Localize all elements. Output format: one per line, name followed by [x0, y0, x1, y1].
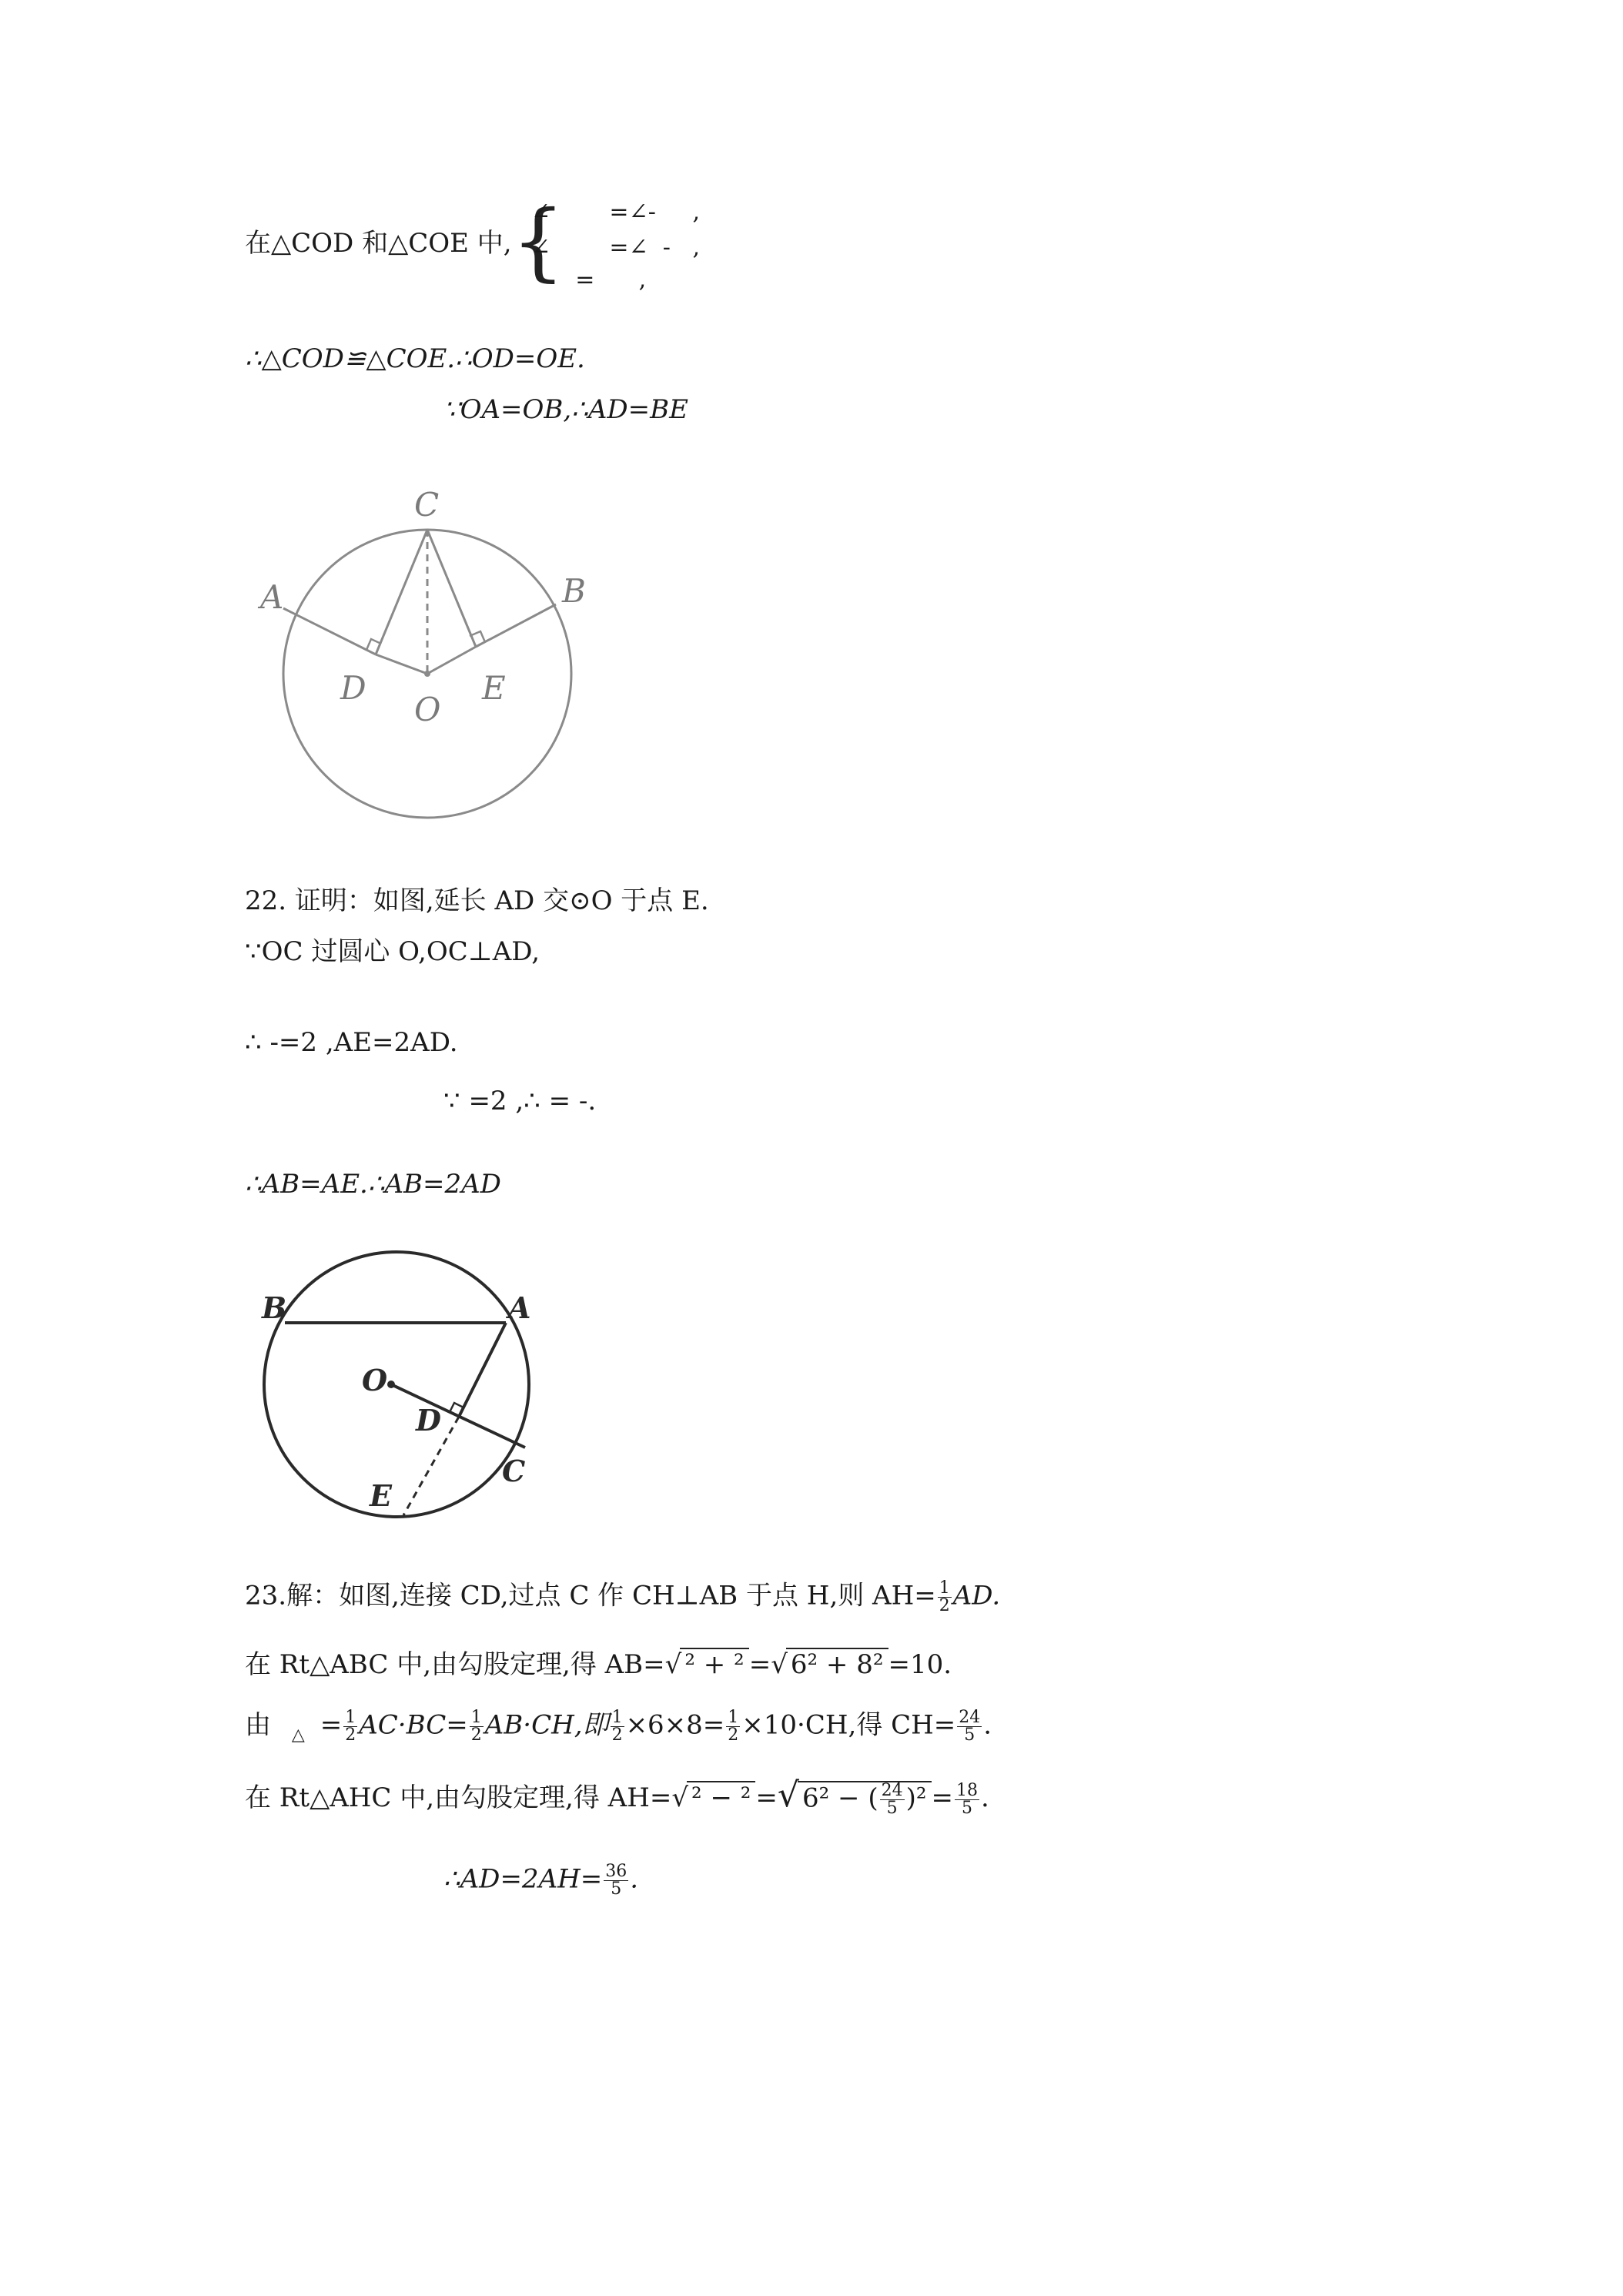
figure1-label-C: C	[414, 486, 440, 524]
problem22-line4: ∵ =2 ,∴ = -.	[443, 1086, 597, 1116]
figure1-seg-CE	[427, 530, 476, 647]
block1-line3: ∵OA=OB,∴AD=BE	[443, 394, 688, 425]
problem23-line1: 23.解：如图,连接 CD,过点 C 作 CH⊥AB 于点 H,则 AH= $\frac{1}{2}$ AD.	[245, 1578, 1001, 1615]
figure-2-circle-diagram	[254, 1247, 562, 1525]
figure1-seg-CD	[376, 530, 427, 654]
figure2-point-O	[387, 1381, 395, 1388]
figure2-label-D: D	[416, 1403, 441, 1438]
figure1-seg-DO	[376, 654, 427, 674]
problem23-line2: 在 Rt△ABC 中,由勾股定理,得 AB=√² + ² =√ 6² + 8² =10.	[245, 1649, 952, 1680]
figure1-label-E: E	[482, 669, 506, 707]
figure1-seg-EB	[476, 604, 556, 647]
figure2-label-B: B	[262, 1290, 287, 1325]
problem22-line3: ∴ -=2 ,AE=2AD.	[245, 1027, 458, 1058]
figure1-seg-AD	[283, 608, 376, 654]
figure2-label-O: O	[362, 1363, 388, 1397]
block1-line2: ∴△COD≌△COE.∴OD=OE.	[245, 343, 585, 374]
figure2-label-C: C	[502, 1454, 526, 1488]
figure2-circle	[264, 1252, 529, 1517]
figure1-label-O: O	[414, 691, 441, 728]
figure2-label-E: E	[370, 1478, 392, 1513]
problem23-line4: 在 Rt△AHC 中,由勾股定理,得 AH=√² − ² =√ 6² − ( $\frac{24}{5}$ )² = $\frac{18}{5}$ .	[245, 1776, 989, 1818]
figure2-seg-AD	[459, 1323, 506, 1417]
problem23-line3: 由 $_\triangle$ = $\frac{1}{2}$ AC·BC= $\frac{1}{2}$ AB·CH,即 $\frac{1}{2}$ ×6×8= $\frac{1}{2}$ ×10·CH,得 CH= $\frac{24}{5}$ .	[245, 1708, 992, 1745]
figure-1-circle-diagram	[254, 485, 624, 824]
block1-line1-prefix: 在△COD 和△COE 中,	[245, 228, 512, 259]
system-brace: {	[511, 192, 565, 290]
system-row-1: ∠ =∠- ,	[531, 199, 701, 226]
system-row-3: = ,	[531, 266, 647, 293]
figure1-point-O	[424, 671, 430, 677]
problem22-line2: ∵OC 过圆心 O,OC⊥AD,	[245, 936, 540, 967]
figure1-label-A: A	[260, 578, 284, 616]
figure1-seg-OE	[427, 647, 476, 674]
system-row-2: ∠ =∠ - ,	[531, 234, 701, 261]
figure1-label-D: D	[340, 669, 366, 707]
figure2-label-A: A	[508, 1290, 531, 1325]
figure1-label-B: B	[562, 572, 586, 610]
problem22-line5: ∴AB=AE.∴AB=2AD	[245, 1169, 501, 1200]
problem23-line5: ∴AD=2AH= $\frac{36}{5}$ .	[443, 1862, 639, 1899]
figure2-seg-OC	[391, 1384, 525, 1448]
problem22-line1: 22. 证明：如图,延长 AD 交⊙O 于点 E.	[245, 885, 709, 916]
